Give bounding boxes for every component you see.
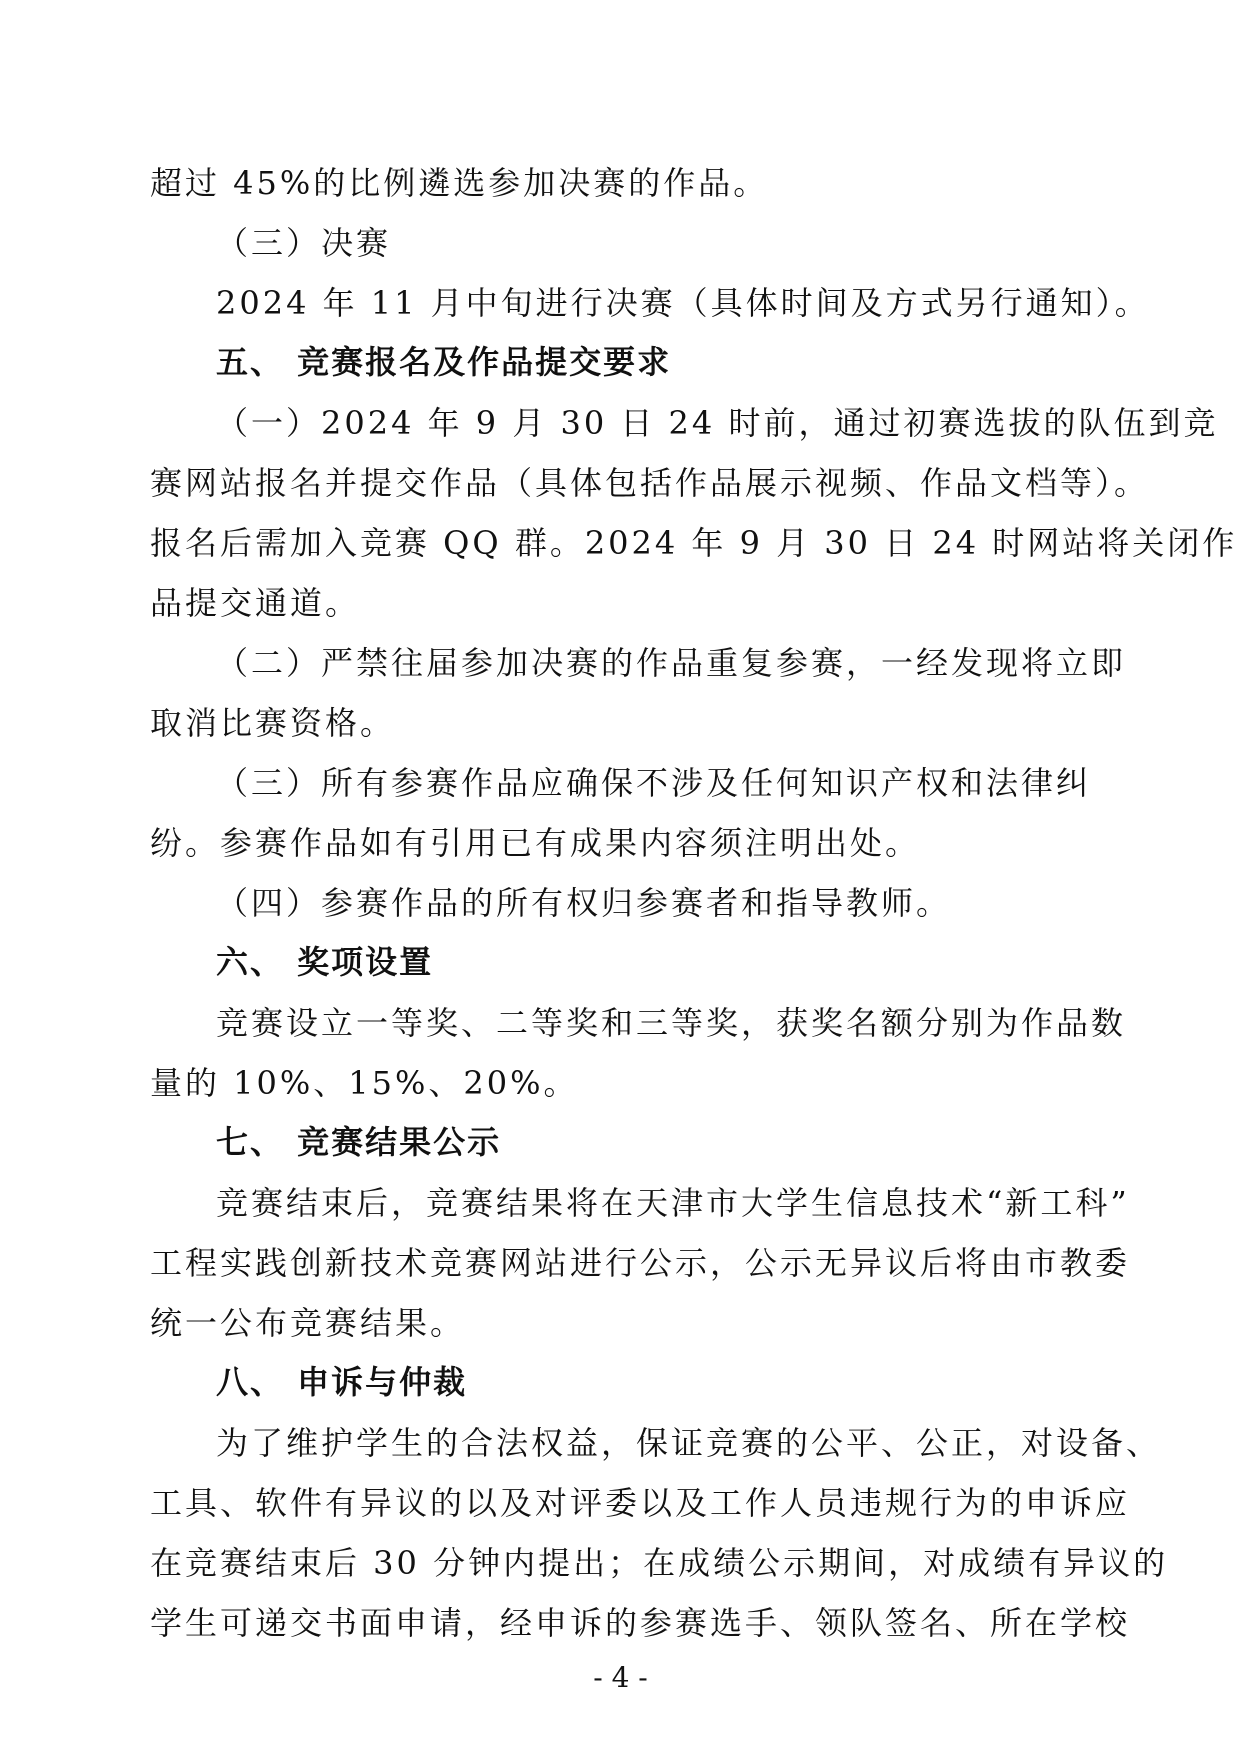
section-heading-registration: 五、 竞赛报名及作品提交要求 — [216, 343, 672, 381]
body-line: 赛网站报名并提交作品（具体包括作品展示视频、作品文档等）。 — [150, 464, 1150, 502]
section-heading-awards: 六、 奖项设置 — [216, 943, 434, 981]
body-line: 2024 年 11 月中旬进行决赛（具体时间及方式另行通知）。 — [216, 284, 1150, 322]
body-line: 在竞赛结束后 30 分钟内提出；在成绩公示期间，对成绩有异议的 — [150, 1544, 1169, 1582]
body-line: 工程实践创新技术竞赛网站进行公示，公示无异议后将由市教委 — [150, 1244, 1131, 1282]
body-line: （四）参赛作品的所有权归参赛者和指导教师。 — [216, 884, 952, 922]
body-line: 取消比赛资格。 — [150, 704, 396, 742]
body-line: 量的 10%、15%、20%。 — [150, 1064, 579, 1102]
body-line: 工具、软件有异议的以及对评委以及工作人员违规行为的申诉应 — [150, 1484, 1131, 1522]
body-line: 纷。参赛作品如有引用已有成果内容须注明出处。 — [150, 824, 921, 862]
body-line: （一）2024 年 9 月 30 日 24 时前，通过初赛选拔的队伍到竞 — [216, 404, 1219, 442]
body-line: 竞赛结束后，竞赛结果将在天津市大学生信息技术“新工科” — [216, 1184, 1130, 1222]
body-line: 为了维护学生的合法权益，保证竞赛的公平、公正，对设备、 — [216, 1424, 1162, 1462]
body-line: （三）所有参赛作品应确保不涉及任何知识产权和法律纠 — [216, 764, 1092, 802]
body-line: 报名后需加入竞赛 QQ 群。2024 年 9 月 30 日 24 时网站将关闭作 — [150, 524, 1238, 562]
body-line: （二）严禁往届参加决赛的作品重复参赛，一经发现将立即 — [216, 644, 1127, 682]
subsection-heading-final: （三）决赛 — [216, 224, 392, 262]
page-number: - 4 - — [593, 1661, 648, 1694]
body-line: 超过 45%的比例遴选参加决赛的作品。 — [150, 164, 769, 202]
body-line: 统一公布竞赛结果。 — [150, 1304, 466, 1342]
section-heading-results: 七、 竞赛结果公示 — [216, 1123, 502, 1161]
body-line: 竞赛设立一等奖、二等奖和三等奖，获奖名额分别为作品数 — [216, 1004, 1127, 1042]
section-heading-appeals: 八、 申诉与仲裁 — [216, 1363, 468, 1401]
body-line: 品提交通道。 — [150, 584, 361, 622]
body-line: 学生可递交书面申请，经申诉的参赛选手、领队签名、所在学校 — [150, 1604, 1131, 1642]
